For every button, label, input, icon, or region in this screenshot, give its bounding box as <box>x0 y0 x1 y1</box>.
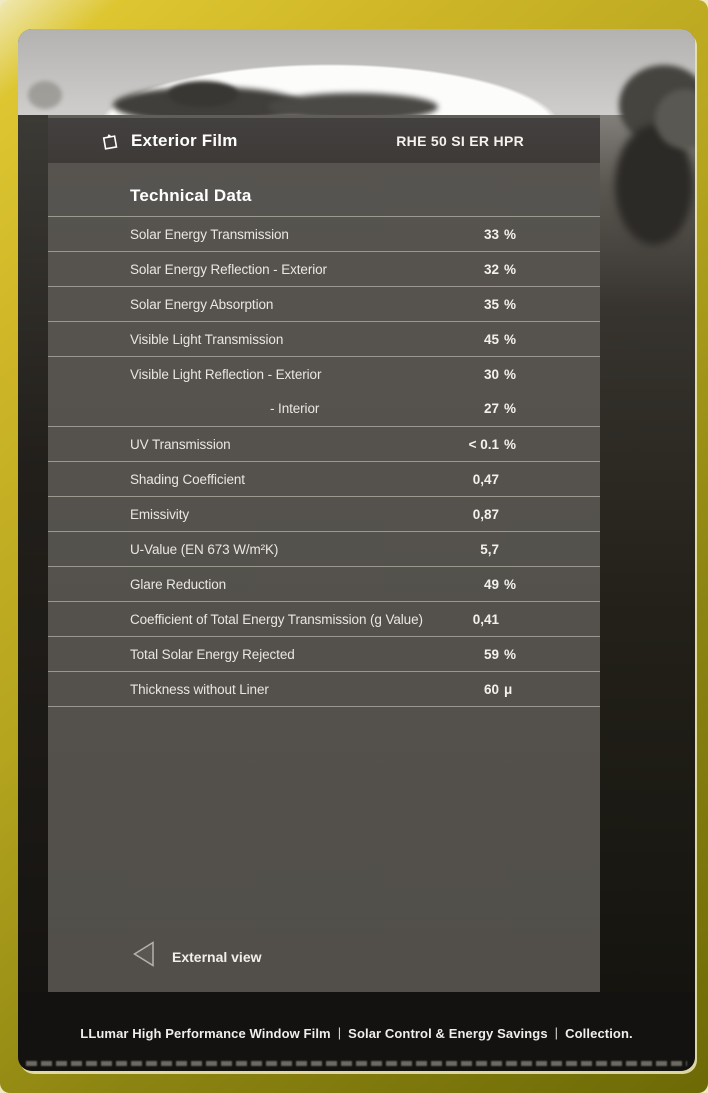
row-label: Glare Reduction <box>130 576 227 592</box>
row-value: < 0.1 <box>468 436 499 452</box>
photo-trees <box>168 81 238 107</box>
row-label: U-Value (EN 673 W/m²K) <box>130 541 279 557</box>
row-label: Emissivity <box>130 506 189 522</box>
photo-shadow-right <box>600 115 695 992</box>
row-value: 60 <box>483 681 499 697</box>
footer-segment: Solar Control & Energy Savings <box>348 1026 548 1041</box>
film-model-code: RHE 50 SI ER HPR <box>396 132 524 149</box>
row-unit: % <box>504 436 517 452</box>
triangle-left-icon <box>128 939 158 974</box>
photo-branch-left <box>28 81 62 109</box>
row-value: 45 <box>483 331 499 347</box>
footer-separator: | <box>337 1025 342 1040</box>
view-label: External view <box>172 948 262 965</box>
row-label: - Interior <box>270 401 320 416</box>
row-label: Coefficient of Total Energy Transmission (g Value) <box>130 611 423 627</box>
table-row <box>48 636 600 671</box>
table-row <box>48 251 600 286</box>
row-unit: % <box>504 331 517 347</box>
footer-segment: LLumar High Performance Window Film <box>80 1026 331 1041</box>
table-row <box>48 391 600 426</box>
table-row <box>48 216 600 251</box>
row-unit: % <box>504 261 517 277</box>
row-value: 0,87 <box>472 506 499 522</box>
row-value: 5,7 <box>480 541 499 557</box>
table-row <box>48 671 600 706</box>
table-row <box>48 321 600 356</box>
row-unit: % <box>504 646 517 662</box>
row-value: 0,41 <box>472 611 499 627</box>
row-label: Thickness without Liner <box>130 681 269 697</box>
technical-data-panel <box>48 118 600 992</box>
row-label: Solar Energy Transmission <box>130 226 289 242</box>
row-label: Visible Light Reflection - Exterior <box>130 366 322 382</box>
table-row <box>48 531 600 566</box>
row-value: 33 <box>483 226 499 242</box>
row-unit: μ <box>504 681 513 697</box>
photo-shadow-left <box>18 115 48 992</box>
row-label: Total Solar Energy Rejected <box>130 646 295 662</box>
table-row <box>48 461 600 496</box>
page-title: Exterior Film <box>131 130 238 150</box>
row-value: 59 <box>483 646 499 662</box>
page <box>18 29 695 1071</box>
row-label: UV Transmission <box>130 436 231 452</box>
row-label: Solar Energy Reflection - Exterior <box>130 261 327 277</box>
table-row <box>48 426 600 461</box>
footer-band <box>18 992 695 1071</box>
footer-separator: | <box>554 1025 559 1040</box>
footer-text <box>18 1026 695 1041</box>
row-value: 49 <box>483 576 499 592</box>
row-unit: % <box>504 366 517 382</box>
row-label: Visible Light Transmission <box>130 331 284 347</box>
row-value: 32 <box>483 261 499 277</box>
row-value: 35 <box>483 296 499 312</box>
view-indicator <box>128 939 262 974</box>
row-unit: % <box>504 296 517 312</box>
row-label: Solar Energy Absorption <box>130 296 274 312</box>
footer-segment: Collection. <box>565 1026 633 1041</box>
row-value: 0,47 <box>472 471 499 487</box>
table-row <box>48 601 600 636</box>
row-unit: % <box>504 401 517 416</box>
row-value: 30 <box>483 366 499 382</box>
row-unit: % <box>504 576 517 592</box>
panel-header <box>48 118 600 163</box>
table-title: Technical Data <box>130 186 252 205</box>
fine-print-strip <box>26 1061 687 1066</box>
table-row <box>48 356 600 391</box>
clipboard-icon <box>100 131 120 151</box>
row-unit: % <box>504 226 517 242</box>
table-row <box>48 286 600 321</box>
row-label: Shading Coefficient <box>130 471 245 487</box>
row-value: 27 <box>483 401 499 416</box>
table-row <box>48 496 600 531</box>
table-row <box>48 566 600 601</box>
technical-data-table <box>48 216 600 707</box>
